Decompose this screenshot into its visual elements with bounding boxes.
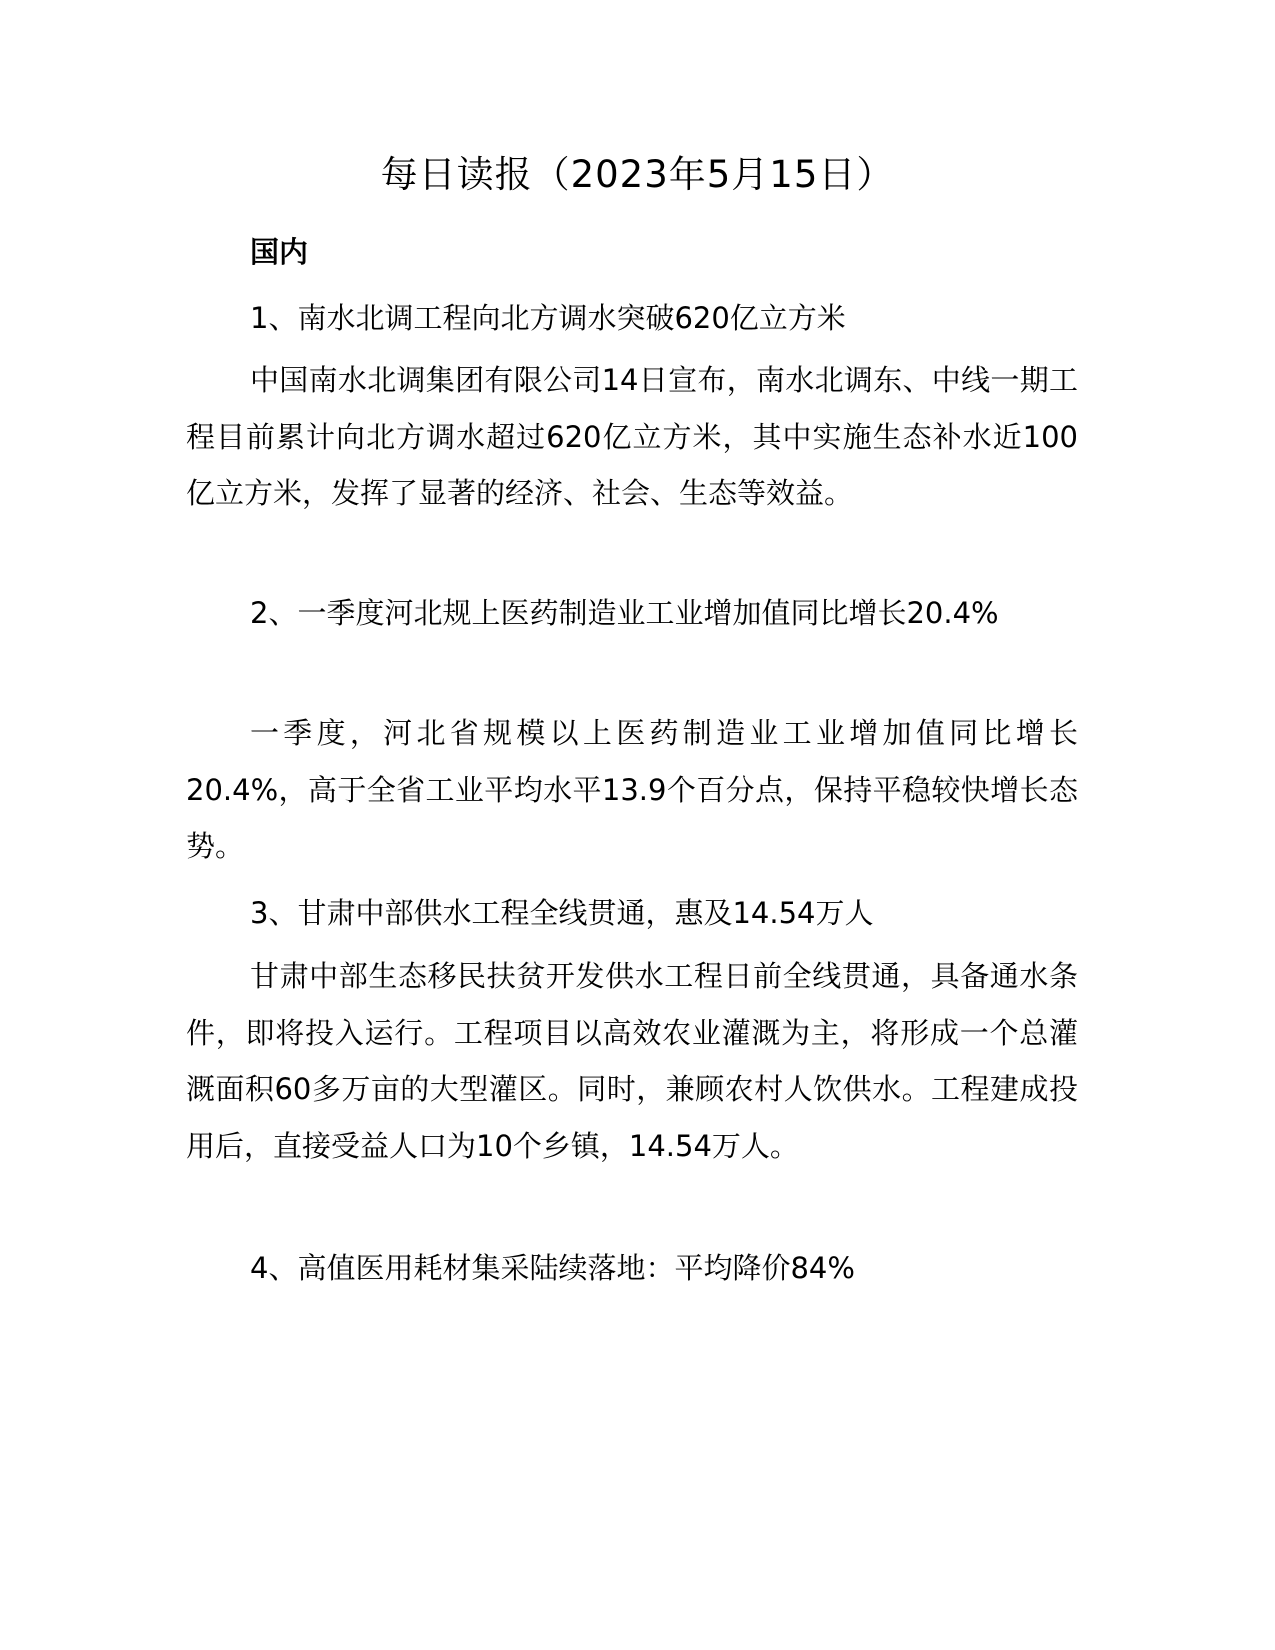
news-item-3-body: 甘肃中部生态移民扶贫开发供水工程日前全线贯通，具备通水条件，即将投入运行。工程项目以高效农业灌溉为主，将形成一个总灌溉面积60多万亩的大型灌区。同时，兼顾农村人饮供水。工程建成投用后，直接受益人口为10个乡镇，14.54万人。: [186, 959, 1078, 1163]
document-title: 每日读报（2023年5月15日）: [380, 153, 895, 196]
news-item-1-body: 中国南水北调集团有限公司14日宣布，南水北调东、中线一期工程目前累计向北方调水超过620亿立方米，其中实施生态补水近100亿立方米，发挥了显著的经济、社会、生态等效益。: [186, 363, 1078, 510]
news-item-4-heading: 4、高值医用耗材集采陆续落地：平均降价84%: [250, 1251, 855, 1285]
section-heading-domestic: 国内: [250, 235, 309, 269]
news-item-2-body: 一季度，河北省规模以上医药制造业工业增加值同比增长20.4%，高于全省工业平均水平13.9个百分点，保持平稳较快增长态势。: [186, 716, 1078, 863]
news-item-2-heading: 2、一季度河北规上医药制造业工业增加值同比增长20.4%: [250, 596, 999, 630]
news-item-3-heading: 3、甘肃中部供水工程全线贯通，惠及14.54万人: [250, 896, 874, 930]
news-item-1-heading: 1、南水北调工程向北方调水突破620亿立方米: [250, 301, 846, 335]
